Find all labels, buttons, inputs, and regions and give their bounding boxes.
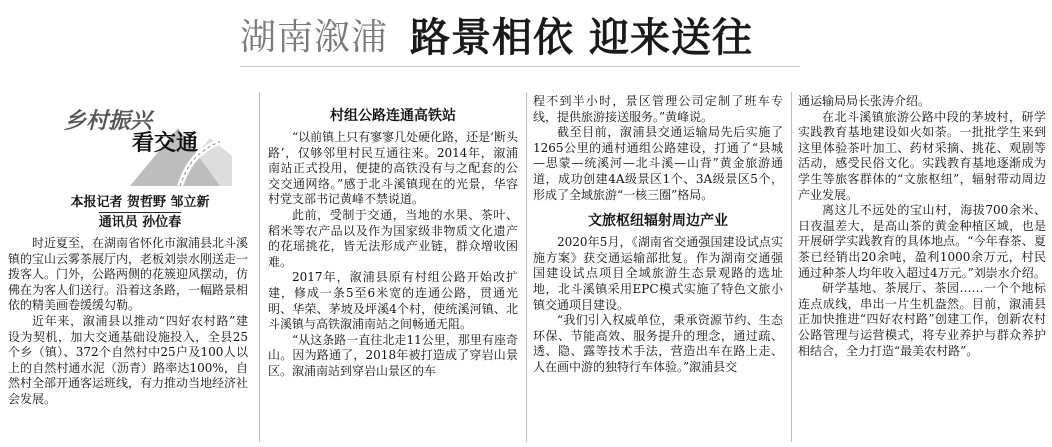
col3-paragraph-4: “我们引入权威单位，秉承资源节约、生态环保、节能高效、服务提升的理念，通过疏、透、隐、露等技术手法，营造出车在路上走、人在画中游的独特行车体验。”溆浦县交 [533,313,783,374]
column-1 [8,236,248,408]
col3-paragraph-2: 截至目前，溆浦县交通运输局先后实施了1265公里的通村通组公路建设，打通了“县城—思蒙—统溪河—北斗溪—山背”黄金旅游通道，成功创建4A级景区1个、3A级景区5个，形成了全域旅游“一核三圈”格局。 [533,125,783,202]
headline [240,6,840,62]
column-2 [268,106,518,380]
column-divider [259,92,260,442]
col2-paragraph-1: “以前镇上只有寥寥几处硬化路，还是‘断头路’，仅够邻里村民互通往来。2014年，溆浦南站正式投用，便捷的高铁没有与之配套的公交交通网络。”感于北斗溪镇现在的光景，华容村党支部书记黄峰不禁说道。 [268,130,518,207]
road-landscape-icon [60,98,232,190]
headline-main: 路景相依 迎来送往 [410,14,753,61]
col1-paragraph-1: 时近夏至，在湖南省怀化市溆浦县北斗溪镇的宝山云雾茶展厅内，老板刘崇水刚送走一拨客人。门外，公路两侧的花簇迎风摆动，仿佛在为客人们送行。沿着这条路，一幅路景相依的精美画卷缓缓勾勒。 [8,236,249,313]
col2-section-heading: 村组公路连通高铁站 [330,108,456,124]
col2-paragraph-3: 2017年，溆浦县原有村组公路开始改扩建，修成一条5至6米宽的连通公路，贯通光明、华荣、茅坡及坪溪4个村，使统溪河镇、北斗溪镇与高铁溆浦南站之间畅通无阻。 [268,270,518,332]
col4-paragraph-4: 研学基地、茶展厅、茶园……一个个地标连点成线，串出一片生机盎然。目前，溆浦县正加快推进“四好农村路”创建工作，创新农村公路管理与运营模式，将专业养护与群众养护相结合，全力打造“最美农村路”。 [798,281,1046,358]
column-logo [60,98,232,190]
col3-paragraph-3: 2020年5月，《湖南省交通强国建设试点实施方案》获交通运输部批复。作为湖南交通强国建设试点项目全域旅游生态景观路的选址地，北斗溪镇采用EPC模式实施了特色文旅小镇交通项目建设。 [533,235,783,312]
column-4 [798,94,1046,359]
column-divider [791,92,792,442]
logo-script-text: 乡村振兴 [64,108,153,134]
headline-place: 湖南溆浦 [240,16,389,58]
col4-paragraph-3: 离这儿不远处的宝山村，海拔700余米、日夜温差大，是高山茶的黄金种植区域，也是开展研学实践教育的具体地点。“今年春茶、夏茶已经销出20余吨，盈利1000余万元，村民通过种茶人均年收入超过4万元。”刘崇水介绍。 [798,203,1046,280]
headline-underline [240,66,800,67]
byline [40,194,240,231]
col1-paragraph-2: 近年来，溆浦县以推动“四好农村路”建设为契机，加大交通基础设施投入，全县25个乡（镇）、372个自然村中25户及100人以上的自然村通水泥（沥青）路率达100%，自然村全部开通客运班线，有力推动当地经济社会发展。 [8,313,249,406]
byline-reporters: 本报记者 贺哲野 邹立新 [70,195,210,210]
col4-paragraph-1: 通运输局局长张涛介绍。 [798,94,931,108]
col3-paragraph-1: 程不到半小时，景区管理公司定制了班车专线，提供旅游接送服务。”黄峰说。 [533,94,783,124]
logo-label: 看交通 [132,131,199,156]
col4-paragraph-2: 在北斗溪镇旅游公路中段的茅坡村，研学实践教育基地建设如火如荼。一批批学生来到这里体验茶叶加工、药材采摘、挑花、观剧等活动，感受民俗文化。实践教育基地逐渐成为学生等旅客群体的“文旅枢纽”，辐射带动周边产业发展。 [798,109,1046,202]
byline-correspondent: 通讯员 孙位春 [99,212,182,231]
col3-section-heading: 文旅枢纽辐射周边产业 [588,213,728,230]
col2-paragraph-2: 此前，受制于交通，当地的水果、茶叶、稻米等农产品以及作为国家级非物质文化遗产的花瑶挑花，皆无法形成产业链，群众增收困难。 [268,207,518,269]
column-divider [526,92,527,442]
column-3 [533,94,783,376]
col2-paragraph-4: “从这条路一直往北走11公里，那里有座奇山。因为路通了，2018年被打造成了穿岩山景区。溆浦南站到穿岩山景区的车 [268,332,518,378]
